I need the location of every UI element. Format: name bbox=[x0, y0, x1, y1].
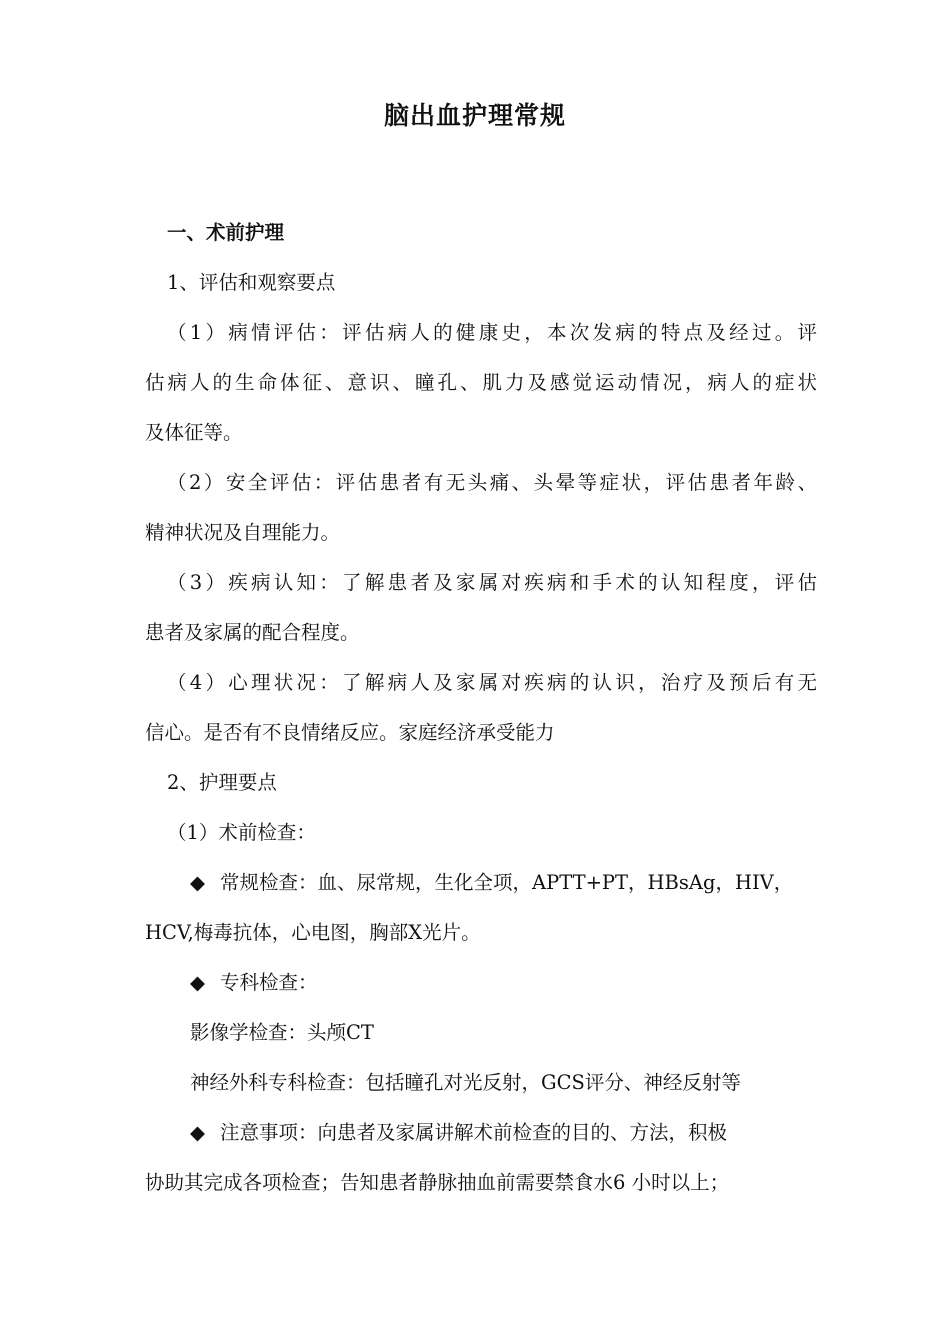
bullet-precautions bbox=[145, 1108, 817, 1158]
paragraph-line: （4）心理状况：了解病人及家属对疾病的认识，治疗及预后有无 bbox=[167, 671, 817, 694]
paragraph-line: 协助其完成各项检查；告知患者静脉抽血前需要禁食水6 小时以上； bbox=[145, 1171, 730, 1194]
paragraph-line: 及体征等。 bbox=[145, 421, 243, 444]
diamond-bullet-icon: ◆ bbox=[190, 871, 205, 894]
bullet-routine-exam bbox=[145, 858, 817, 908]
section-heading-preop: 一、术前护理 bbox=[167, 221, 285, 244]
bullet-specialist-exam bbox=[145, 958, 817, 1008]
subsection-heading-assessment: 1、评估和观察要点 bbox=[167, 271, 336, 294]
bullet-text: 注意事项：向患者及家属讲解术前检查的目的、方法，积极 bbox=[220, 1121, 728, 1144]
paragraph-line: （3）疾病认知：了解患者及家属对疾病和手术的认知程度，评估 bbox=[167, 571, 817, 594]
diamond-bullet-icon: ◆ bbox=[190, 971, 205, 994]
paragraph-line: （2）安全评估：评估患者有无头痛、头晕等症状，评估患者年龄、 bbox=[167, 471, 817, 494]
paragraph-line: HCV,梅毒抗体，心电图，胸部X光片。 bbox=[145, 921, 481, 944]
paragraph-line: 精神状况及自理能力。 bbox=[145, 521, 341, 544]
bullet-text: 常规检查：血、尿常规，生化全项，APTT+PT，HBsAg，HIV， bbox=[220, 871, 794, 894]
subsection-heading-nursing-points: 2、护理要点 bbox=[167, 771, 277, 794]
paragraph-line: （1）病情评估：评估病人的健康史，本次发病的特点及经过。评 bbox=[167, 321, 817, 344]
paragraph-line: 患者及家属的配合程度。 bbox=[145, 621, 360, 644]
paragraph-line: 神经外科专科检查：包括瞳孔对光反射，GCS评分、神经反射等 bbox=[190, 1071, 741, 1094]
paragraph-line: 影像学检查：头颅CT bbox=[190, 1021, 374, 1044]
item-heading-preop-exam: （1）术前检查： bbox=[167, 821, 316, 844]
paragraph-line: 信心。是否有不良情绪反应。家庭经济承受能力 bbox=[145, 721, 555, 744]
document-title: 脑出血护理常规 bbox=[383, 101, 566, 130]
document-body bbox=[145, 208, 817, 1208]
paragraph-line: 估病人的生命体征、意识、瞳孔、肌力及感觉运动情况，病人的症状 bbox=[145, 371, 817, 394]
bullet-text: 专科检查： bbox=[220, 971, 318, 994]
diamond-bullet-icon: ◆ bbox=[190, 1121, 205, 1144]
